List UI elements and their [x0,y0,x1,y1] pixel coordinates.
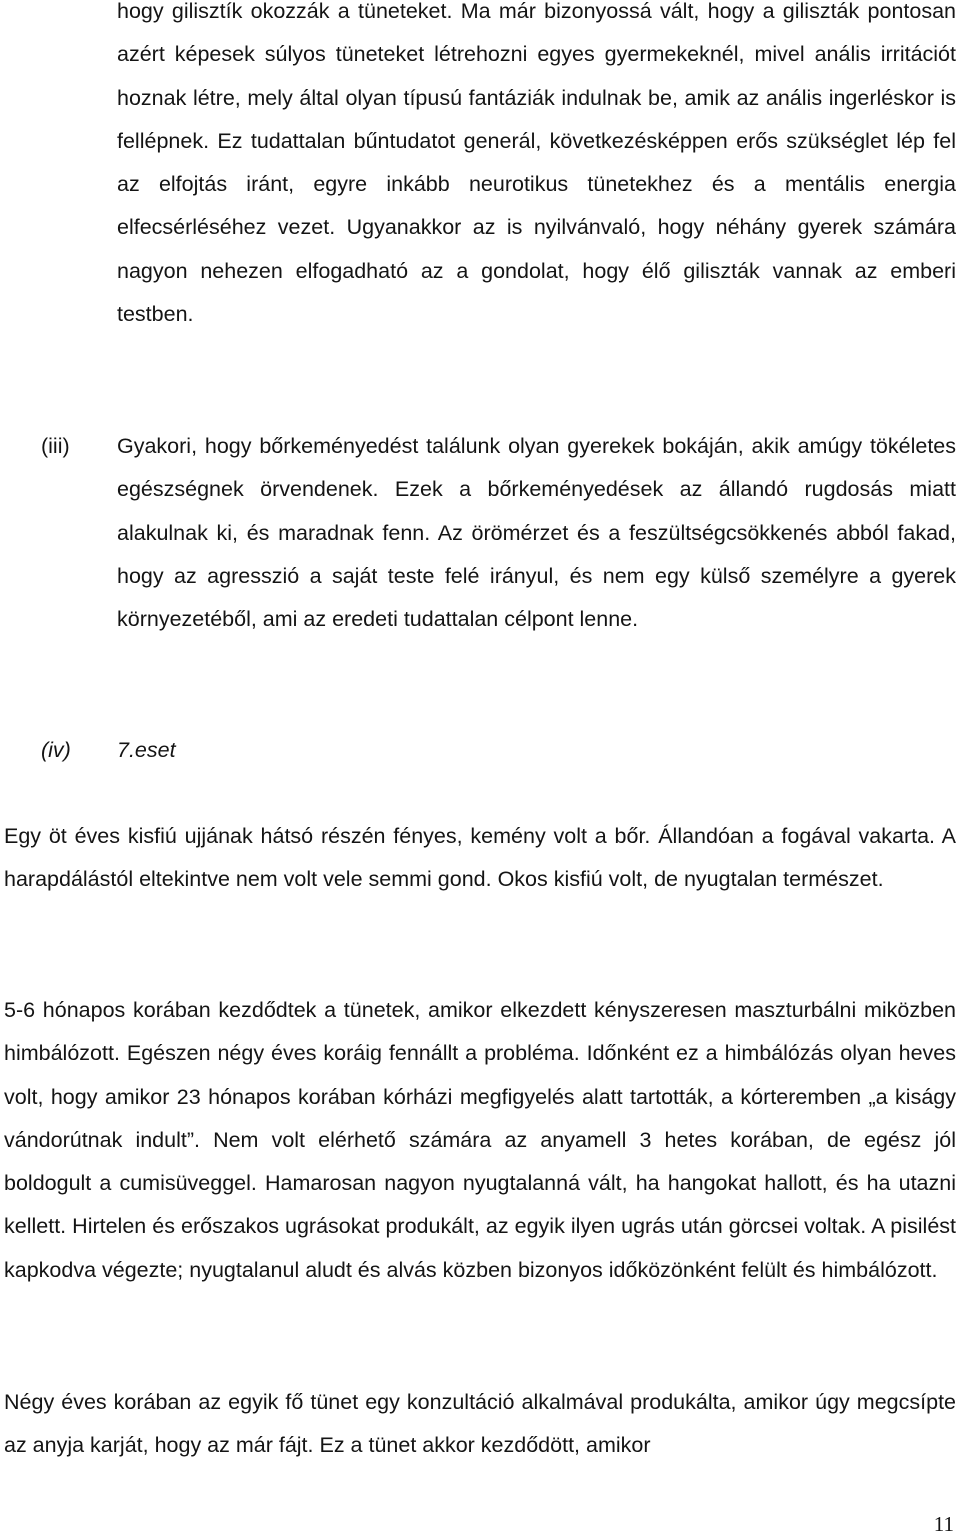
page-number: 11 [933,1512,954,1536]
list-marker-iii: (iii) [41,434,70,458]
item-iii-paragraph: Gyakori, hogy bőrkeményedést találunk olyan gyerekek bokáján, akik amúgy tökéletes egészségnek örvendenek. Ezek a bőrkeményedések az állandó rugdosás miatt alakulnak ki, és maradnak fenn. Az örömérzet és a feszültségcsökkenés abból fakad, hogy az agresszió a saját teste felé irányul, és nem egy külső személyre a gyerek környezetéből, ami az eredeti tudattalan célpont lenne. [117,434,956,632]
continuation-paragraph: hogy gilisztík okozzák a tüneteket. Ma már bizonyossá vált, hogy a giliszták pontosan azért képesek súlyos tüneteket létrehozni egyes gyermekeknél, mivel anális irritációt hoznak létre, mely által olyan típusú fantáziák indulnak be, amik az anális ingerléskor is fellépnek. Ez tudattalan bűntudatot generál, következésképpen erős szükséglet lép fel az elfojtás iránt, egyre inkább neurotikus tünetekhez és a mentális energia elfecsérléséhez vezet. Ugyanakkor az is nyilvánvaló, hogy néhány gyerek számára nagyon nehezen elfogadható az a gondolat, hogy élő giliszták vannak az emberi testben. [117,0,956,327]
case-paragraph-2: 5-6 hónapos korában kezdődtek a tünetek, amikor elkezdett kényszeresen maszturbálni miközben himbálózott. Egészen négy éves koráig fennállt a probléma. Időnként ez a himbálózás olyan heves volt, hogy amikor 23 hónapos korában kórházi megfigyelés alatt tartották, a kórteremben „a kiságy vándorútnak indult”. Nem volt elérhető számára az anyamell 3 hetes korában, de egész jól boldogult a cumisüveggel. Hamarosan nagyon nyugtalanná vált, ha hangokat hallott, és ha utazni kellett. Hirtelen és erőszakos ugrásokat produkált, az egyik ilyen ugrás után görcsei voltak. A pisilést kapkodva végezte; nyugtalanul aludt és alvás közben bizonyos időközönként felült és himbálózott. [4,998,956,1282]
case-paragraph-1: Egy öt éves kisfiú ujjának hátsó részén fényes, kemény volt a bőr. Állandóan a fogával vakarta. A harapdálástól eltekintve nem volt vele semmi gond. Okos kisfiú volt, de nyugtalan természet. [4,824,956,892]
list-marker-iv: (iv) [41,738,71,762]
case-paragraph-3: Négy éves korában az egyik fő tünet egy konzultáció alkalmával produkálta, amikor úgy megcsípte az anyja karját, hogy az már fájt. Ez a tünet akkor kezdődött, amikor [4,1390,956,1458]
case-heading: 7.eset [117,738,176,762]
